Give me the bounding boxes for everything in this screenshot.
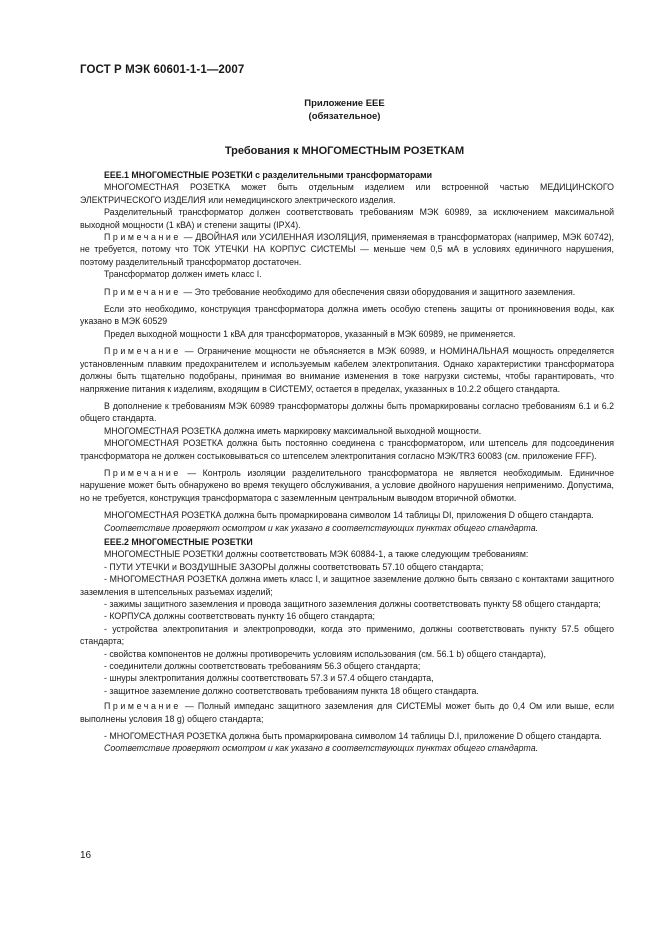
section-heading: EEE.1 МНОГОМЕСТНЫЕ РОЗЕТКИ с разделительными трансформаторами xyxy=(104,170,433,180)
note-text: — Это требование необходимо для обеспечения связи оборудования и защитного заземления. xyxy=(180,286,576,297)
note-text: — Полный импеданс защитного заземления для СИСТЕМЫ может быть до 0,4 Ом или выше, если выполнены условия 18 g) общего стандарта; xyxy=(80,701,614,724)
body-paragraph: - соединители должны соответствовать требованиям 56.3 общего стандарта; xyxy=(104,661,421,672)
note-text: — ДВОЙНАЯ или УСИЛЕННАЯ ИЗОЛЯЦИЯ, применяемая в трансформаторах (например, МЭК 60742), не требуется, потому что ТОК УТЕЧКИ НА КОРПУС СИСТЕМЫ — меньше чем 0,5 мА в условиях единичного нарушения, поэтому разделительный трансформатор достаточен. xyxy=(80,232,614,267)
body-paragraph: - устройства электропитания и электропроводки, когда это применимо, должны соответствовать пункту 57.5 общего стандарта; xyxy=(80,623,614,647)
body-paragraph: - ПУТИ УТЕЧКИ и ВОЗДУШНЫЕ ЗАЗОРЫ должны соответствовать 57.10 общего стандарта; xyxy=(104,561,484,572)
note-paragraph xyxy=(80,286,614,298)
note-label: Примечание xyxy=(104,232,181,243)
annex-status: (обязательное) xyxy=(308,111,381,122)
body-paragraph: - МНОГОМЕСТНАЯ РОЗЕТКА должна иметь класс I, и защитное заземление должно быть связано с контактами защитного заземления в штепсельных разъемах изделий; xyxy=(80,574,614,597)
note-text: — Ограничение мощности не объясняется в МЭК 60989, и НОМИНАЛЬНАЯ мощность определяется установленным плавким предохранителем и используемым кабелем электропитания. Однако характеристики трансформатора должны быть тщательно подобраны, принимая во внимание изменения в токе нагрузки системы, чтобы гарантировать, что напряжение питания к изделиям, входящим в СИСТЕМУ, остается в пределах, указанных в 10.2.2 общего стандарта. xyxy=(80,346,614,394)
note-label: Примечание xyxy=(104,346,181,357)
note-paragraph xyxy=(80,467,614,504)
annex-title: Приложение EEE xyxy=(304,98,385,109)
document-body xyxy=(80,167,614,755)
note-label: Примечание xyxy=(104,701,181,712)
body-paragraph: - зажимы защитного заземления и провода защитного заземления должны соответствовать пункту 58 общего стандарта; xyxy=(104,599,601,609)
body-paragraph: Трансформатор должен иметь класс I. xyxy=(104,269,262,280)
body-paragraph: МНОГОМЕСТНЫЕ РОЗЕТКИ должны соответствовать МЭК 60884-1, а также следующим требованиям: xyxy=(104,549,529,560)
note-label: Примечание xyxy=(104,467,181,478)
note-paragraph xyxy=(80,231,614,268)
note-paragraph xyxy=(80,700,614,725)
body-paragraph: - свойства компонентов не должны противоречить условиям использования (см. 56.1 b) общего стандарта), xyxy=(104,648,546,659)
body-paragraph: Разделительный трансформатор должен соответствовать требованиям МЭК 60989, за исключением максимальной выходной мощности (1 кВА) и степени защиты (IPX4). xyxy=(80,207,614,230)
body-paragraph: МНОГОМЕСТНАЯ РОЗЕТКА должна иметь маркировку максимальной выходной мощности. xyxy=(104,425,482,436)
body-paragraph: - защитное заземление должно соответствовать требованиям пункта 18 общего стандарта. xyxy=(104,685,479,696)
section-heading: EEE.2 МНОГОМЕСТНЫЕ РОЗЕТКИ xyxy=(104,536,253,547)
body-paragraph: В дополнение к требованиям МЭК 60989 трансформаторы должны быть промаркированы согласно требованиям 6.1 и 6.2 общего стандарта. xyxy=(80,400,614,424)
body-paragraph: Предел выходной мощности 1 кВА для трансформаторов, указанный в МЭК 60989, не применяется. xyxy=(104,328,516,339)
body-paragraph: Если это необходимо, конструкция трансформатора должна иметь особую степень защиты от проникновения воды, как указано в МЭК 60529 xyxy=(80,304,614,327)
body-paragraph: - МНОГОМЕСТНАЯ РОЗЕТКА должна быть промаркирована символом 14 таблицы D.I, приложение D общего стандарта. xyxy=(104,731,602,742)
note-paragraph xyxy=(80,345,614,395)
compliance-statement: Соответствие проверяют осмотром и как указано в соответствующих пунктах общего стандарта. xyxy=(104,522,539,533)
body-paragraph: - шнуры электропитания должны соответствовать 57.3 и 57.4 общего стандарта, xyxy=(104,673,434,684)
note-label: Примечание xyxy=(104,286,181,297)
compliance-statement: Соответствие проверяют осмотром и как указано в соответствующих пунктах общего стандарта. xyxy=(104,743,539,754)
page-number: 16 xyxy=(80,850,92,861)
note-text: — Контроль изоляции разделительного трансформатора не является необходимым. Единичное нарушение может быть обнаружено во время текущего обслуживания, а условие двойного нарушения неприменимо. Допустима, но не требуется, конструкция трансформатора с заземленным центральным выводом вторичной обмотки. xyxy=(80,467,614,503)
body-paragraph: МНОГОМЕСТНАЯ РОЗЕТКА должна быть постоянно соединена с трансформатором, или штепсель для подсоединения трансформатора не должен состыковываться со штепселем электропитания согласно МЭК/TR3 60083 (см. приложение FFF). xyxy=(80,438,614,461)
document-header: ГОСТ Р МЭК 60601-1-1—2007 xyxy=(80,64,245,76)
body-paragraph: МНОГОМЕСТНАЯ РОЗЕТКА может быть отдельным изделием или встроенной частью МЕДИЦИНСКОГО ЭЛЕКТРИЧЕСКОГО ИЗДЕЛИЯ или немедицинского электрического изделия. xyxy=(80,182,614,205)
page-title: Требования к МНОГОМЕСТНЫМ РОЗЕТКАМ xyxy=(224,145,465,157)
body-paragraph: - КОРПУСА должны соответствовать пункту 16 общего стандарта; xyxy=(104,611,375,622)
body-paragraph: МНОГОМЕСТНАЯ РОЗЕТКА должна быть промаркирована символом 14 таблицы DI, приложения D общего стандарта. xyxy=(104,510,594,521)
